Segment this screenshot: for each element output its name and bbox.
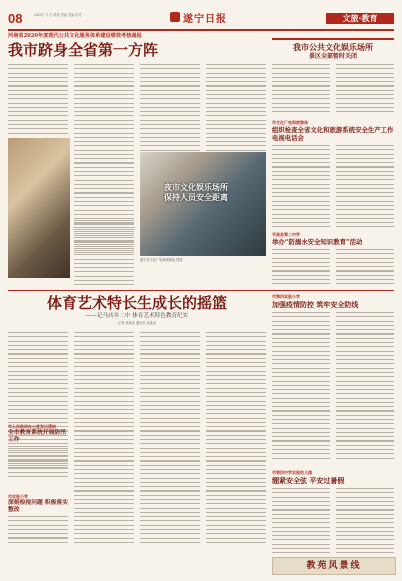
photo-credit: 遂宁市文化广电和旅游局 供图	[140, 258, 183, 262]
right-story-5	[272, 470, 394, 556]
right-kicker-3: 平昌县第二中学	[272, 232, 300, 237]
masthead	[8, 11, 394, 27]
right-story-2	[272, 120, 394, 230]
left-bottom-stories	[8, 424, 68, 544]
feature-headline: 体育艺术特长生成长的摇篮	[46, 294, 227, 312]
left-headline-2: 深刻检视问题 积极落实整改	[8, 500, 68, 513]
masthead-rule	[8, 29, 394, 31]
right-story-1	[272, 38, 394, 118]
right-subhead-1: 景区全部暂时关闭	[308, 53, 357, 60]
right-headline-1: 我市公共文化娱乐场所	[293, 42, 373, 52]
paper-name: 遂宁日报	[183, 14, 227, 25]
right-story-rule	[272, 38, 394, 40]
lead-headline: 我市跻身全省第一方阵	[8, 41, 159, 59]
right-headline-3: 举办“防溺水安全知识教育”活动	[272, 238, 363, 246]
photo-caption-line-2: 保持人员安全距离	[164, 192, 228, 202]
lead-photo-left	[8, 138, 70, 278]
footer-banner	[272, 557, 396, 575]
right-kicker-4: 市第四实验小学	[272, 294, 300, 299]
right-headline-2: 组织检查全省文化和旅游系统安全生产工作电视电话会	[272, 126, 394, 142]
lead-story	[8, 34, 266, 286]
lead-kicker: 河南省2020年度现代公共文化服务体系建设绩效考核通报	[8, 33, 142, 39]
footer-banner-label: 教苑风景线	[306, 561, 362, 571]
right-headline-4: 加强疫情防控 筑牢安全防线	[272, 300, 359, 309]
paper-logo	[170, 10, 236, 26]
photo-caption	[164, 182, 244, 202]
right-headline-5: 绷紧安全弦 平安过暑假	[272, 476, 345, 485]
right-story-3	[272, 232, 394, 288]
photo-caption-line-1: 夜市文化娱乐场所	[164, 182, 228, 192]
left-headline-1: 全市教育系统开展防汛工作	[8, 430, 66, 443]
left-kicker-2: 市实验小学	[8, 494, 28, 499]
lead-photo-main	[140, 152, 266, 256]
section-divider	[8, 290, 394, 291]
right-story-4	[272, 294, 394, 464]
left-kicker-1: 市人民政府办公室发出通知	[8, 424, 56, 429]
section-label: 文旅·教育	[326, 13, 394, 24]
page-info: 2020年 月 日 星期 责编 美编 校对	[34, 13, 82, 17]
logo-mark-icon	[170, 12, 180, 22]
feature-subhead: ——记马店乡二中 体育艺术特色教育纪实	[85, 313, 189, 319]
page-number: 08	[8, 11, 23, 26]
right-kicker-2: 市文化广电和旅游局	[272, 120, 308, 125]
right-kicker-5: 市第四中学实验幼儿园	[272, 470, 312, 475]
feature-byline: 记者 某某某 通讯员 某某某	[117, 321, 157, 325]
